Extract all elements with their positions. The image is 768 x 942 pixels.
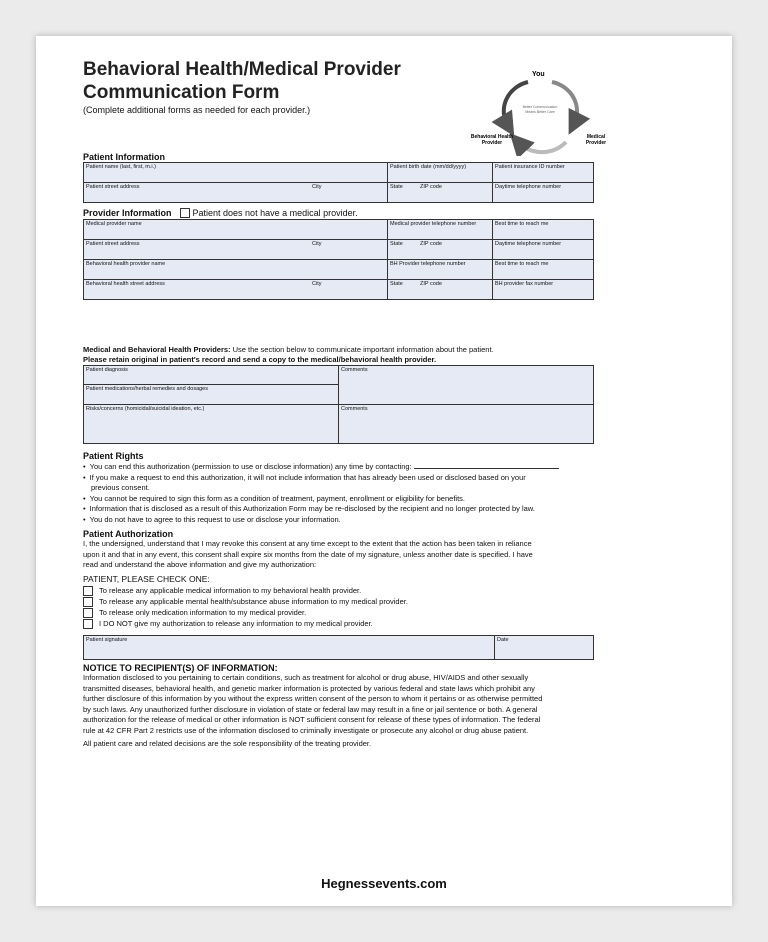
notice-heading: NOTICE TO RECIPIENT(S) OF INFORMATION: (83, 663, 278, 673)
rights-item: • You do not have to agree to this request to use or disclose your information. (83, 515, 598, 526)
logo-center-2: Means Better Care (525, 110, 555, 114)
option-3-checkbox[interactable] (83, 608, 93, 618)
provider-daytime-phone-field[interactable]: Daytime telephone number (493, 240, 594, 260)
authorization-options (83, 585, 408, 629)
patient-state-zip-field[interactable]: State ZIP code (388, 183, 493, 203)
footer-site: Hegnessevents.com (321, 876, 447, 891)
option-row: To release any applicable mental health/substance abuse information to my medical provider. (83, 596, 408, 607)
patient-name-field[interactable]: Patient name (last, first, m.i.) (84, 163, 388, 183)
logo-you: You (532, 71, 545, 78)
notice-text: Information disclosed to you pertaining to certain conditions, such as treatment for alcohol or drug abuse, HIV/AIDS and other sexually transmitted diseases, behavioral health, and genetic marker information is protected by various federal and state laws which prohibit any further disclosure of this information by you without the express written consent of the person to whom it pertains or as otherwise permitted by such laws. Any unauthorized further disclosure in violation of state or federal law may result in a fine or jail sentence or both. A general authorization for the release of medical or other information is NOT sufficient consent for release of these types of information. The federal rule at 42 CFR Part 2 restricts use of the information disclosed to criminally investigate or prosecute any alcohol or drug abuse patient. All patient care and related decisions are the sole responsibility of the treating provider. (83, 673, 543, 748)
arrow-bottom (518, 142, 566, 152)
contact-line-field[interactable] (414, 461, 559, 469)
patient-rights-list (83, 461, 598, 525)
option-row: To release any applicable medical information to my behavioral health provider. (83, 585, 408, 596)
bh-state-zip-field[interactable]: State ZIP code (388, 280, 493, 300)
patient-info-heading: Patient Information (83, 152, 166, 162)
option-row: I DO NOT give my authorization to release any information to my medical provider. (83, 618, 408, 629)
rights-item: • Information that is disclosed as a result of this Authorization Form may be re-disclosed by the recipient and no longer protected by law. (83, 504, 598, 515)
risks-field[interactable]: Risks/concerns (homicidal/suicidal ideation, etc.) (84, 405, 339, 444)
rights-item-cont: previous consent. (91, 483, 150, 492)
medical-provider-phone-field[interactable]: Medical provider telephone number (388, 220, 493, 240)
provider-info-heading: Provider Information Patient does not have a medical provider. (83, 208, 358, 218)
logo-right-1: Medical (586, 134, 606, 140)
mbhp-table (83, 365, 594, 444)
best-time-field-1[interactable]: Best time to reach me (493, 220, 594, 240)
logo-right-2: Provider (585, 140, 607, 146)
rights-item: • You can end this authorization (permission to use or disclose information) any time by contacting: (83, 461, 598, 473)
provider-state-zip-field[interactable]: State ZIP code (388, 240, 493, 260)
form-subtitle: (Complete additional forms as needed for each provider.) (83, 105, 311, 115)
rights-item: • You cannot be required to sign this form as a condition of treatment, payment, enrollment or eligibility for benefits. (83, 494, 598, 505)
signature-field[interactable]: Patient signature (84, 636, 495, 660)
best-time-field-2[interactable]: Best time to reach me (493, 260, 594, 280)
patient-insurance-field[interactable]: Patient insurance ID number (493, 163, 594, 183)
medical-provider-name-field[interactable]: Medical provider name (84, 220, 388, 240)
logo-left-2: Provider (481, 140, 503, 146)
diagnosis-field[interactable]: Patient diagnosis (84, 366, 339, 385)
patient-phone-field[interactable]: Daytime telephone number (493, 183, 594, 203)
authorization-heading: Patient Authorization (83, 529, 174, 539)
medications-field[interactable]: Patient medications/herbal remedies and dosages (84, 385, 339, 405)
rights-item: • If you make a request to end this authorization, it will not include information that has already been used or disclosed based on your (83, 473, 598, 484)
arrow-left (504, 82, 528, 126)
provider-street-field[interactable]: Patient street address City (84, 240, 388, 260)
mbhp-instructions: Medical and Behavioral Health Providers: Use the section below to communicate important information about the patient. (83, 345, 494, 354)
comments-field-2[interactable]: Comments (339, 405, 594, 444)
bh-street-field[interactable]: Behavioral health street address City (84, 280, 388, 300)
logo-center-1: Better Communication (522, 105, 558, 109)
date-field[interactable]: Date (495, 636, 594, 660)
form-title: Behavioral Health/Medical Provider Communication Form (83, 59, 401, 103)
bh-fax-field[interactable]: BH provider fax number (493, 280, 594, 300)
option-row: To release only medication information to my medical provider. (83, 607, 408, 618)
option-1-checkbox[interactable] (83, 586, 93, 596)
logo-left-1: Behavioral Health (470, 134, 514, 140)
bh-provider-name-field[interactable]: Behavioral health provider name (84, 260, 388, 280)
patient-info-table (83, 162, 594, 203)
patient-rights-heading: Patient Rights (83, 451, 144, 461)
option-4-checkbox[interactable] (83, 619, 93, 629)
arrow-right (552, 82, 577, 124)
bh-provider-phone-field[interactable]: BH Provider telephone number (388, 260, 493, 280)
option-2-checkbox[interactable] (83, 597, 93, 607)
signature-table (83, 635, 594, 660)
patient-street-field[interactable]: Patient street address City (84, 183, 388, 203)
check-one-label: PATIENT, PLEASE CHECK ONE: (83, 574, 210, 584)
authorization-text: I, the undersigned, understand that I may revoke this consent at any time except to the extent that the action has been taken in reliance upon it and that in any event, this consent shall expire six months from the date of my signature, unless another date is specified. I have read and understand the above information and give my authorization: (83, 539, 533, 569)
no-provider-checkbox[interactable] (180, 208, 190, 218)
communication-cycle-logo (470, 66, 610, 156)
mbhp-retain-note: Please retain original in patient's record and send a copy to the medical/behavioral health provider. (83, 355, 437, 364)
provider-info-table (83, 219, 594, 300)
comments-field-1[interactable]: Comments (339, 366, 594, 405)
patient-birth-date-field[interactable]: Patient birth date (mm/dd/yyyy) (388, 163, 493, 183)
